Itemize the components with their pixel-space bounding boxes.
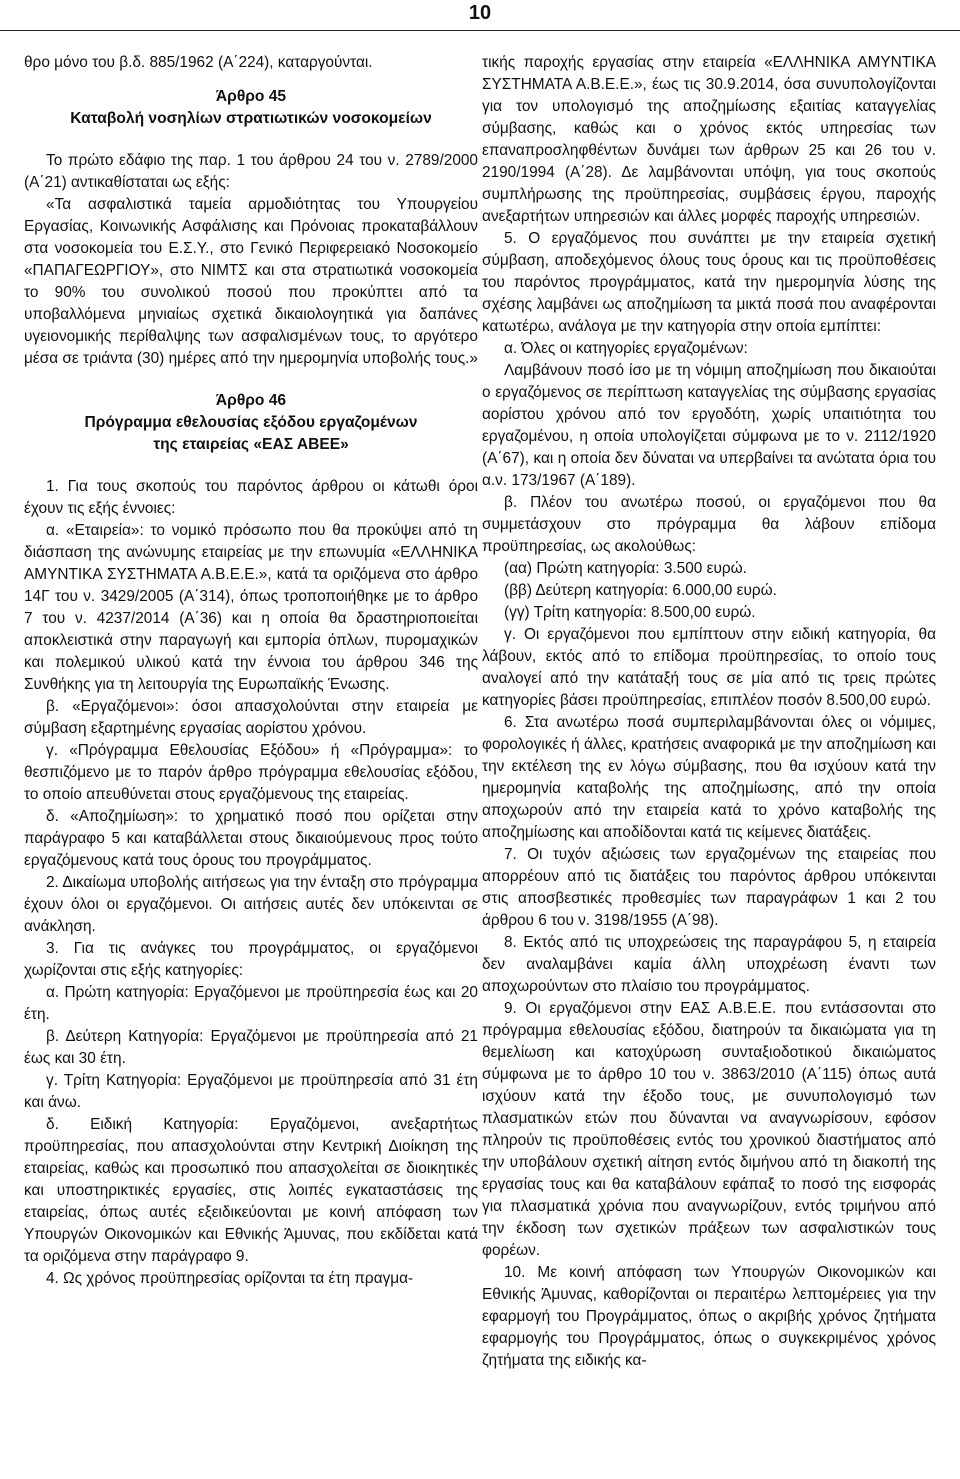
paragraph: β. Δεύτερη Κατηγορία: Εργαζόμενοι με προϋπηρεσία από 21 έως και 30 έτη. — [24, 1028, 478, 1067]
page-number: 10 — [468, 2, 492, 24]
paragraph: 5. Ο εργαζόμενος που συνάπτει με την εταιρεία σχετική σύμβαση, αποδεχόμενος όλους τους όρους και τις προϋποθέσεις του παρόντος προγράμματος, κατά την ημερομηνία λύσης της σχέσης λαμβάνει ως αποζημίωση τα μικτά ποσά που αναφέρονται κατωτέρω, ανάλογα με την κατηγορία στην οποία εμπίπτει: — [482, 230, 936, 335]
paragraph: 4. Ως χρόνος προϋπηρεσίας ορίζονται τα έτη πραγμα- — [46, 1270, 414, 1287]
paragraph: α. Πρώτη κατηγορία: Εργαζόμενοι με προϋπηρεσία έως και 20 έτη. — [24, 984, 478, 1023]
paragraph: 9. Οι εργαζόμενοι στην ΕΑΣ Α.Β.Ε.Ε. που εντάσσονται στο πρόγραμμα εθελουσίας εξόδου, διατηρούν τα δικαιώματα για τη θεμελίωση και κατοχύρωση συνταξιοδοτικού δικαιώματος σύμφωνα με το άρθρο 10 του ν. 3863/2010 (Α΄115) όπως αυτά ισχύουν κατά την έξοδο τους, με συνυπολογισμό των πλασματικών ετών που δύνανται να αναγνωρίσουν, εφόσον πληρούν τις προϋποθέσεις εντός του χρονικού διαστήματος από την υποβάλουν σχετική αίτηση εντός διμήνου από τη διακοπή της εργασίας τους και θα καταβάλουν εφάπαξ το ποσό της εισφοράς για πλασματικά χρόνια που αναγνωρίζουν, εντός τριμήνου από την έκδοση των σχετικών πράξεων των ασφαλιστικών τους φορέων. — [482, 1000, 936, 1259]
article-46-subtitle-line-1: Πρόγραμμα εθελουσίας εξόδου εργαζομένων — [84, 414, 418, 431]
article-45-subtitle: Καταβολή νοσηλίων στρατιωτικών νοσοκομείων — [70, 110, 432, 127]
paragraph: γ. Τρίτη Κατηγορία: Εργαζόμενοι με προϋπηρεσία από 31 έτη και άνω. — [24, 1072, 478, 1111]
paragraph: α. «Εταιρεία»: το νομικό πρόσωπο που θα προκύψει από τη διάσπαση της ανώνυμης εταιρείας με την επωνυμία «ΕΛΛΗΝΙΚΑ ΑΜΥΝΤΙΚΑ ΣΥΣΤΗΜΑΤΑ Α.Β.Ε.Ε.», κατά τα οριζόμενα στο άρθρο 14Γ του ν. 3429/2005 (Α΄314), όπως τροποποιήθηκε με το άρθρο 7 του ν. 4237/2014 (Α΄36) και η οποία θα δραστηριοποιείται αποκλειστικά στην παραγωγή και εμπορία όπλων, πυρομαχικών και πολεμικού υλικού κατά την έννοια του άρθρου 346 της Συνθήκης για τη λειτουργία της Ευρωπαϊκής Ένωσης. — [24, 522, 478, 693]
paragraph: δ. Ειδική Κατηγορία: Εργαζόμενοι, ανεξαρτήτως προϋπηρεσίας, που απασχολούνται στην Κεντρική Διοίκηση της εταιρείας, καθώς και προσωπικό που απασχολείται σε διοικητικές και υποστηρικτικές εργασίες, στις λοιπές εγκαταστάσεις της εταιρείας, όπως αυτές εξειδικεύονται με κοινή απόφαση των Υπουργών Οικονομικών και Εθνικής Άμυνας, που εκδίδεται κατά τα οριζόμενα στην παράγραφο 9. — [24, 1116, 478, 1265]
paragraph: γ. «Πρόγραμμα Εθελουσίας Εξόδου» ή «Πρόγραμμα»: το θεσπιζόμενο με το παρόν άρθρο πρόγραμμα εθελουσίας εξόδου, το οποίο απευθύνεται στους εργαζόμενους της εταιρείας. — [24, 742, 478, 803]
paragraph: 6. Στα ανωτέρω ποσά συμπεριλαμβάνονται όλες οι νόμιμες, φορολογικές ή άλλες, κρατήσεις αναφορικά με την αποζημίωση και την εκτέλεση της εν λόγω σύμβασης, που θα ισχύουν κατά την ημερομηνία καταβολής της αποζημίωσης, από την οποία αποχωρούν από την εταιρεία κατά το χρόνο καταβολής της αποζημίωσης και αποδίδονται κατά τις κείμενες διατάξεις. — [482, 714, 936, 841]
article-45-title: Άρθρο 45 — [215, 88, 287, 105]
paragraph: (γγ) Τρίτη κατηγορία: 8.500,00 ευρώ. — [504, 604, 756, 621]
right-column — [482, 52, 936, 1479]
header-rule — [0, 30, 960, 31]
paragraph: Το πρώτο εδάφιο της παρ. 1 του άρθρου 24 του ν. 2789/2000 (Α΄21) αντικαθίσταται ως εξής: — [24, 152, 478, 191]
paragraph: 7. Οι τυχόν αξιώσεις των εργαζομένων της εταιρείας που απορρέουν από τις διατάξεις του παρόντος άρθρου υπόκεινται στις αποσβεστικές προθεσμίες των παραγράφων 1 και 2 του άρθρου 6 του ν. 3198/1955 (Α΄98). — [482, 846, 936, 929]
paragraph: τικής παροχής εργασίας στην εταιρεία «ΕΛΛΗΝΙΚΑ ΑΜΥΝΤΙΚΑ ΣΥΣΤΗΜΑΤΑ Α.Β.Ε.Ε.», έως τις 30.9.2014, όσα συνυπολογίζονται για τον υπολογισμό της αποζημίωσης εξαιτίας καταγγελίας σύμβασης, καθώς και ο χρόνος εκτός υπηρεσίας των επαναπροσληφθέντων δυνάμει των άρθρων 25 και 26 του ν. 2190/1994 (Α΄28). Δε λαμβάνονται υπόψη, για τους σκοπούς συμπλήρωσης της προϋπηρεσίας, συμβάσεις έργου, παροχής ανεξαρτήτων υπηρεσιών και άλλες μορφές παροχής υπηρεσιών. — [482, 54, 936, 225]
article-46-subtitle-line-2: της εταιρείας «ΕΑΣ ΑΒΕΕ» — [153, 436, 349, 453]
paragraph: (αα) Πρώτη κατηγορία: 3.500 ευρώ. — [504, 560, 747, 577]
paragraph: θρο μόνο του β.δ. 885/1962 (Α΄224), καταργούνται. — [24, 54, 373, 71]
left-column — [24, 52, 478, 1479]
paragraph: 8. Εκτός από τις υποχρεώσεις της παραγράφου 5, η εταιρεία δεν αναλαμβάνει καμία άλλη υποχρέωση έναντι των αποχωρούντων στο πλαίσιο του προγράμματος. — [482, 934, 936, 995]
paragraph: (ββ) Δεύτερη κατηγορία: 6.000,00 ευρώ. — [504, 582, 777, 599]
paragraph: 1. Για τους σκοπούς του παρόντος άρθρου οι κάτωθι όροι έχουν τις εξής έννοιες: — [24, 478, 478, 517]
paragraph: 3. Για τις ανάγκες του προγράμματος, οι εργαζόμενοι χωρίζονται στις εξής κατηγορίες: — [24, 940, 478, 979]
paragraph: γ. Οι εργαζόμενοι που εμπίπτουν στην ειδική κατηγορία, θα λάβουν, εκτός από το επίδομα προϋπηρεσίας, το οποίο τους αναλογεί από την κατάταξή τους σε μία από τις τρεις πρώτες κατηγορίες βάσει προϋπηρεσίας, επιπλέον ποσόν 8.500,00 ευρώ. — [482, 626, 936, 709]
paragraph: 10. Με κοινή απόφαση των Υπουργών Οικονομικών και Εθνικής Άμυνας, καθορίζονται οι περαιτέρω λεπτομέρειες για την εφαρμογή του Προγράμματος, όπως ο ακριβής χρόνος ζητήματα εφαρμογής του Προγράμματος, όπως ο συγκεκριμένος χρόνος ζητήματα της ειδικής κα- — [482, 1264, 936, 1369]
article-46-title: Άρθρο 46 — [215, 392, 287, 409]
paragraph: α. Όλες οι κατηγορίες εργαζομένων: — [504, 340, 748, 357]
paragraph: δ. «Αποζημίωση»: το χρηματικό ποσό που ορίζεται στην παράγραφο 5 και καταβάλλεται στους δικαιούμενους προς τούτο εργαζόμενους κατά τους όρους του προγράμματος. — [24, 808, 478, 869]
paragraph: β. Πλέον του ανωτέρω ποσού, οι εργαζόμενοι που θα συμμετάσχουν στο πρόγραμμα θα λάβουν επίδομα προϋπηρεσίας, ως ακολούθως: — [482, 494, 936, 555]
paragraph: 2. Δικαίωμα υποβολής αιτήσεως για την ένταξη στο πρόγραμμα έχουν όλοι οι εργαζόμενοι. Οι αιτήσεις αυτές δεν υπόκεινται σε ανάκληση. — [24, 874, 478, 935]
paragraph: β. «Εργαζόμενοι»: όσοι απασχολούνται στην εταιρεία με σύμβαση εξαρτημένης εργασίας αορίστου χρόνου. — [24, 698, 478, 737]
paragraph: «Τα ασφαλιστικά ταμεία αρμοδιότητας του Υπουργείου Εργασίας, Κοινωνικής Ασφάλισης και Πρόνοιας προκαταβάλλουν στα νοσοκομεία του Ε.Σ.Υ., στο Γενικό Περιφερειακό Νοσοκομείο «ΠΑΠΑΓΕΩΡΓΙΟΥ», στο ΝΙΜΤΣ και στα στρατιωτικά νοσοκομεία το 90% του συνολικού ποσού που προκύπτει από τα υποβαλλόμενα μηνιαίως σχετικά δικαιολογητικά για δαπάνες υγειονομικής περίθαλψης των ασφαλισμένων τους, το αργότερο μέσα σε τριάντα (30) ημέρες από την ημερομηνία υποβολής τους.» — [24, 196, 478, 367]
paragraph: Λαμβάνουν ποσό ίσο με τη νόμιμη αποζημίωση που δικαιούται ο εργαζόμενος σε περίπτωση καταγγελίας της σύμβασης εργασίας αορίστου χρόνου από τον εργοδότη, χωρίς υπαιτιότητα του εργαζομένου, η οποία υπολογίζεται σύμφωνα με το ν. 2112/1920 (Α΄67), και η οποία δεν δύναται να υπερβαίνει τα ανώτατα όρια του α.ν. 173/1967 (Α΄189). — [482, 362, 936, 489]
